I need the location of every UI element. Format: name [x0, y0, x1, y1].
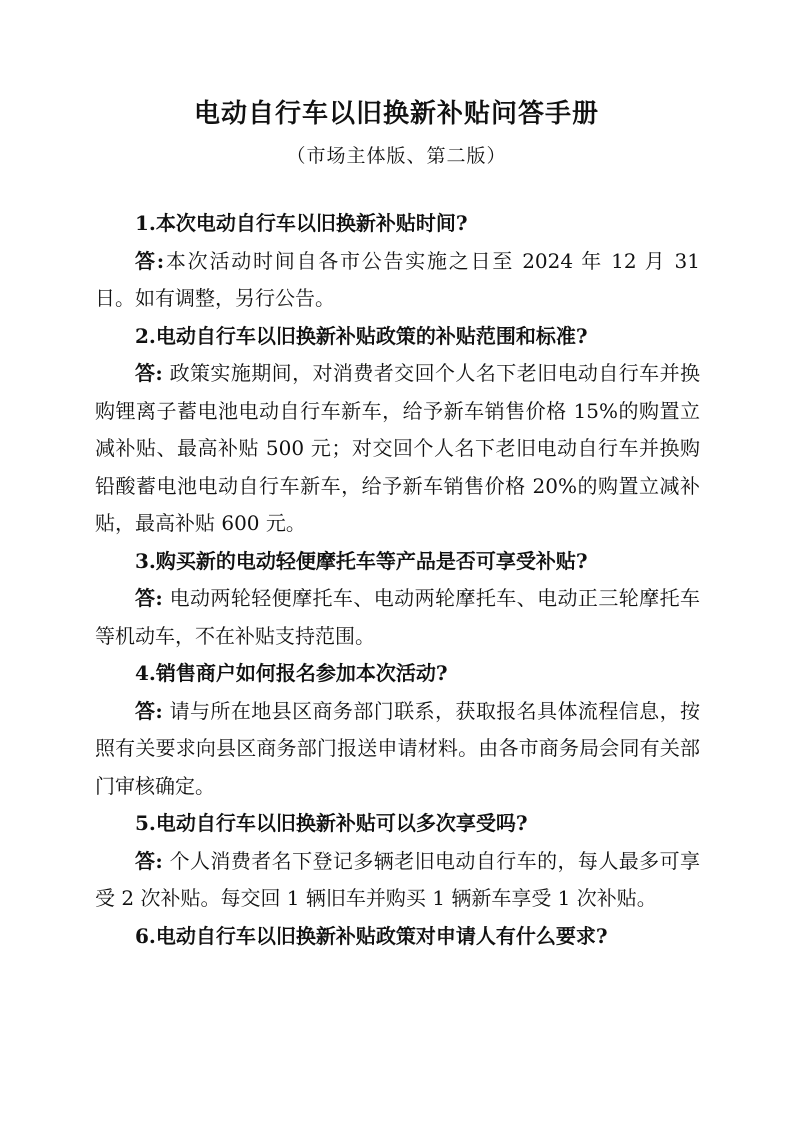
question-6: 6.电动自行车以旧换新补贴政策对申请人有什么要求? — [135, 923, 608, 948]
answer-4 — [95, 693, 700, 806]
answer-1 — [95, 243, 700, 318]
answer-label: 答: — [135, 698, 163, 723]
question-3: 3.购买新的电动轻便摩托车等产品是否可享受补贴? — [135, 548, 588, 573]
document-subtitle: （市场主体版、第二版） — [286, 145, 507, 167]
question-1: 1.本次电动自行车以旧换新补贴时间? — [135, 211, 468, 235]
answer-4-text: 请与所在地县区商务部门联系，获取报名具体流程信息，按照有关要求向县区商务部门报送申请材料。由各市商务局会同有关部门审核确定。 — [95, 698, 701, 798]
answer-label: 答: — [135, 361, 163, 385]
question-4: 4.销售商户如何报名参加本次活动? — [135, 661, 448, 685]
answer-3-text: 电动两轮轻便摩托车、电动两轮摩托车、电动正三轮摩托车等机动车，不在补贴支持范围。 — [95, 586, 701, 648]
answer-5-text: 个人消费者名下登记多辆老旧电动自行车的，每人最多可享受 2 次补贴。每交回 1 辆旧车并购买 1 辆新车享受 1 次补贴。 — [95, 848, 701, 910]
question-5: 5.电动自行车以旧换新补贴可以多次享受吗? — [135, 811, 528, 835]
qa-section — [95, 205, 700, 955]
answer-label: 答: — [135, 586, 163, 610]
answer-label: 答: — [135, 248, 165, 273]
answer-2-text: 政策实施期间，对消费者交回个人名下老旧电动自行车并换购锂离子蓄电池电动自行车新车，给予新车销售价格 15%的购置立减补贴、最高补贴 500 元；对交回个人名下老旧电动自行车并换购铅酸蓄电池电动自行车新车，给予新车销售价格 20%的购置立减补贴，最高补贴 600 元。 — [95, 361, 701, 535]
document-title: 电动自行车以旧换新补贴问答手册 — [193, 99, 599, 129]
answer-label: 答: — [135, 848, 163, 873]
question-2: 2.电动自行车以旧换新补贴政策的补贴范围和标准? — [135, 323, 588, 348]
answer-1-text: 本次活动时间自各市公告实施之日至 2024 年 12 月 31 日。如有调整，另行公告。 — [95, 248, 700, 310]
answer-2 — [95, 355, 700, 543]
answer-3 — [95, 580, 700, 655]
answer-5 — [95, 843, 700, 918]
